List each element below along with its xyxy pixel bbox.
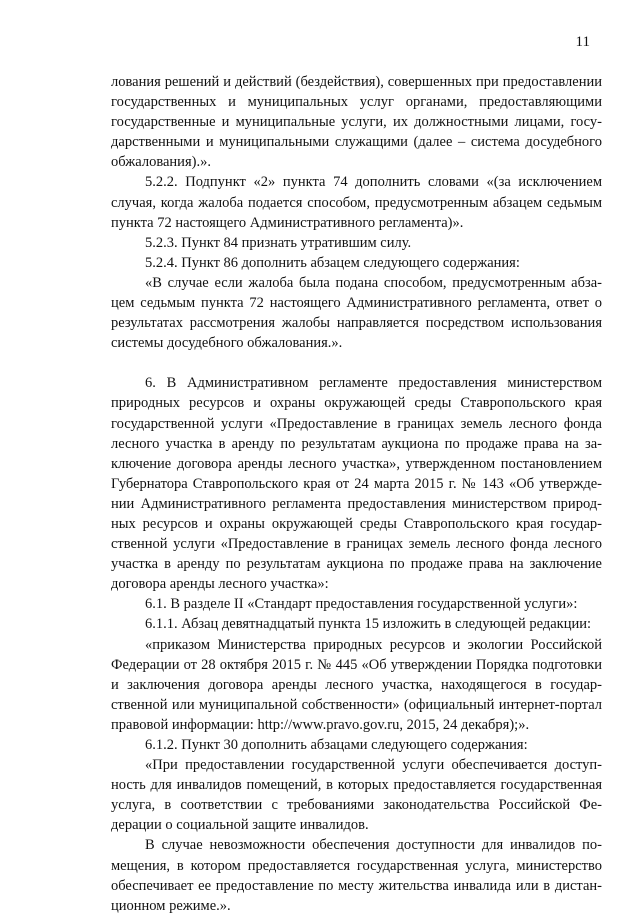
paragraph: «приказом Министерства природных ресурсов и экологии Российской Федерации от 28 октября 2015 г. № 445 «Об утверждении Порядка подготовки и заключения договора аренды лесного участка, находящегося в государственной или муниципальной собственности» (официальный интернет-портал правовой информации: http://www.pravo.gov.ru, 2015, 24 декабря);». <box>111 636 602 733</box>
paragraph: 6.1.1. Абзац девятнадцатый пункта 15 изложить в следующей редакции: <box>145 616 592 633</box>
paragraph: «При предоставлении государственной услуги обеспечивается доступность для инвалидов помещений, в которых предоставляется государственная услуга, в соответствии с требованиями законодательства Российской Федерации о социальной защите инвалидов. <box>111 757 602 834</box>
paragraph: 6.1. В разделе II «Стандарт предоставления государственной услуги»: <box>145 596 578 613</box>
paragraph: В случае невозможности обеспечения доступности для инвалидов помещения, в котором предоставляется государственная услуга, министерство обеспечивает ее предоставление по месту жительства инвалида или в дистанционном режиме.». <box>111 837 602 914</box>
page-number: 11 <box>575 34 590 50</box>
paragraph: 6.1.2. Пункт 30 дополнить абзацами следующего содержания: <box>145 737 528 753</box>
document-body <box>111 72 602 916</box>
paragraph-spacer <box>111 353 602 373</box>
paragraph: 5.2.2. Подпункт «2» пункта 74 дополнить словами «(за исключением случая, когда жалоба подается способом, предусмотренным абзацем седьмым пункта 72 настоящего Административного регламента)». <box>111 174 602 231</box>
paragraph: 5.2.3. Пункт 84 признать утратившим силу. <box>145 234 412 251</box>
paragraph: «В случае если жалоба была подана способом, предусмотренным абзацем седьмым пункта 72 настоящего Административного регламента, ответ о результатах рассмотрения жалобы направляется посредством использования системы досудебного обжалования.». <box>111 274 602 352</box>
paragraph: 5.2.4. Пункт 86 дополнить абзацем следующего содержания: <box>145 254 520 271</box>
paragraph: лования решений и действий (бездействия), совершенных при предоставлении государственных и муниципальных услуг органами, предоставляющими государственные и муниципальные услуги, их должностными лицами, государственными и муниципальными служащими (далее – система досудебного обжалования).». <box>111 74 602 171</box>
paragraph: 6. В Административном регламенте предоставления министерством природных ресурсов и охраны окружающей среды Ставропольского края государственной услуги «Предоставление в границах земель лесного фонда лесного участка в аренду по результатам аукциона по продаже права на заключение договора аренды лесного участка», утвержденном постановлением Губернатора Ставропольского края от 24 марта 2015 г. № 143 «Об утверждении Административного регламента предоставления министерством природных ресурсов и охраны окружающей среды Ставропольского края государственной услуги «Предоставление в границах земель лесного фонда лесного участка в аренду по результатам аукциона по продаже права на заключение договора аренды лесного участка»: <box>111 375 602 593</box>
